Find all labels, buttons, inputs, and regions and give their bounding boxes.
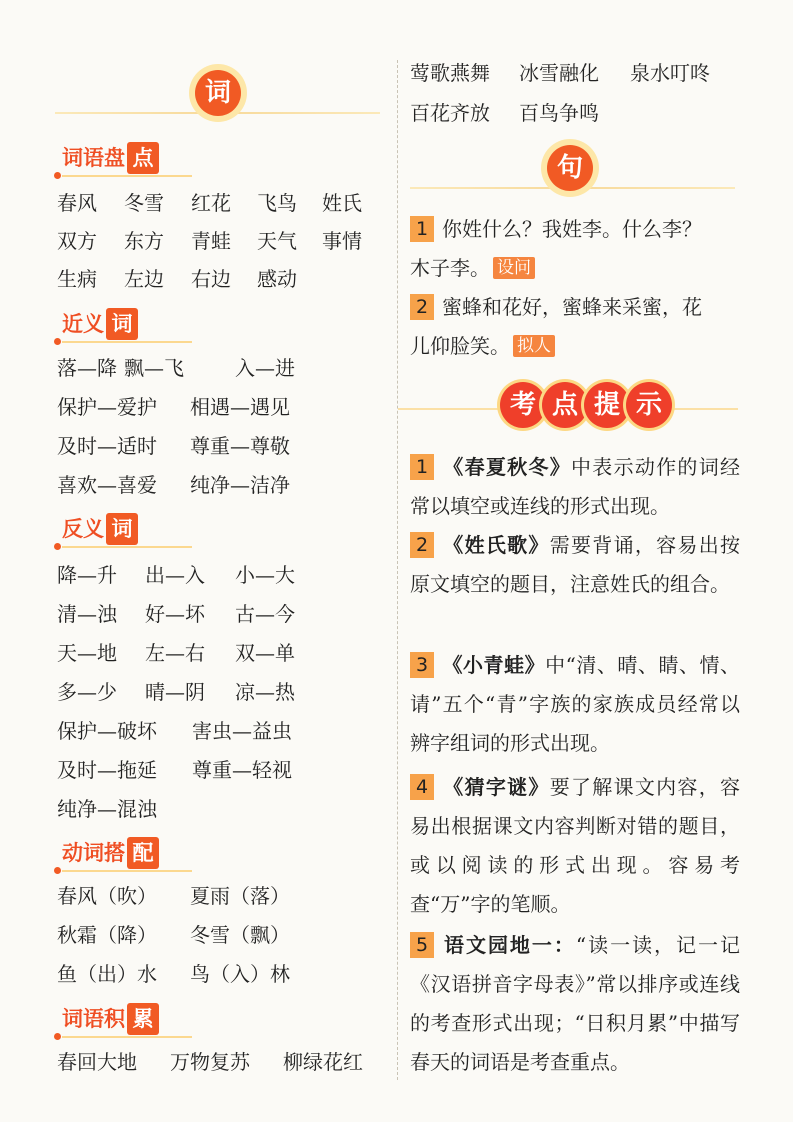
word-item: 泉水叮咚 — [630, 61, 710, 85]
word-item: 落—降 — [57, 356, 117, 380]
word-item: 入—进 — [235, 356, 295, 380]
word-item: 晴—阴 — [145, 680, 205, 704]
word-item: 事情 — [322, 229, 362, 253]
word-item: 出—入 — [145, 563, 205, 587]
word-item: 红花 — [191, 191, 231, 215]
ciyu-pandian-heading: 词语盘 点 — [62, 142, 159, 174]
word-item: 柳绿花红 — [283, 1050, 363, 1074]
word-item: 及时—适时 — [57, 434, 157, 458]
word-item: 感动 — [257, 267, 297, 291]
tip-1: 1 《春夏秋冬》中表示动作的词经常以填空或连线的形式出现。 — [410, 455, 740, 518]
word-item: 飞鸟 — [257, 191, 297, 215]
ci-heading-badge: 词 — [195, 70, 241, 116]
sentence-line2: 木子李。 — [410, 256, 490, 280]
tip-2: 2 《姓氏歌》需要背诵，容易出按原文填空的题目，注意姓氏的组合。 — [410, 533, 741, 596]
word-item: 凉—热 — [235, 680, 295, 704]
sentence-number: 1 — [410, 216, 434, 242]
word-item: 及时—拖延 — [57, 758, 157, 782]
jinyi-heading: 近义 词 — [62, 308, 138, 340]
word-item: 降—升 — [57, 563, 117, 587]
ju-heading-badge: 句 — [547, 145, 593, 191]
tip-3: 3 《小青蛙》中“清、晴、睛、情、请”五个“青”字族的家族成员经常以辨字组词的形式出现。 — [410, 653, 740, 755]
word-item: 清—浊 — [57, 602, 117, 626]
word-item: 春风 — [57, 191, 97, 215]
word-item: 纯净—洁净 — [190, 473, 290, 497]
word-item: 鸟（入）林 — [190, 962, 290, 986]
word-item: 冬雪（飘） — [190, 923, 290, 947]
word-item: 天气 — [257, 229, 297, 253]
word-item: 生病 — [57, 267, 97, 291]
word-item: 古—今 — [235, 602, 295, 626]
word-item: 东方 — [124, 229, 164, 253]
word-item: 夏雨（落） — [190, 884, 290, 908]
word-item: 飘—飞 — [124, 356, 184, 380]
word-item: 冰雪融化 — [519, 61, 599, 85]
word-item: 冬雪 — [124, 191, 164, 215]
jilei-heading: 词语积 累 — [62, 1003, 159, 1035]
word-item: 双方 — [57, 229, 97, 253]
word-item: 百鸟争鸣 — [519, 101, 599, 125]
word-item: 多—少 — [57, 680, 117, 704]
sentence-tag: 拟人 — [513, 335, 555, 357]
tip-4: 4 《猜字谜》要了解课文内容，容易出根据课文内容判断对错的题目，或以阅读的形式出现。容易考查“万”字的笔顺。 — [410, 775, 741, 916]
word-item: 害虫—益虫 — [192, 719, 292, 743]
word-item: 好—坏 — [145, 602, 205, 626]
word-item: 春风（吹） — [57, 884, 157, 908]
word-item: 纯净—混浊 — [57, 797, 157, 821]
word-item: 尊重—轻视 — [192, 758, 292, 782]
sentence-1 — [410, 210, 740, 288]
sentence-tag: 设问 — [493, 257, 535, 279]
ci-heading — [55, 70, 380, 130]
word-item: 姓氏 — [322, 191, 362, 215]
word-item: 尊重—尊敬 — [190, 434, 290, 458]
word-item: 天—地 — [57, 641, 117, 665]
sentence-line1: 你姓什么？我姓李。什么李？ — [442, 217, 702, 241]
ju-heading — [410, 145, 735, 205]
tip-5: 5 语文园地一：“读一读，记一记《汉语拼音字母表》”常以排序或连线的考查形式出现；“日积月累”中描写春天的词语是考查重点。 — [410, 933, 740, 1074]
dongci-heading: 动词搭 配 — [62, 837, 159, 869]
word-item: 喜欢—喜爱 — [57, 473, 157, 497]
word-item: 小—大 — [235, 563, 295, 587]
sentence-number: 2 — [410, 294, 434, 320]
fanyi-heading: 反义 词 — [62, 513, 138, 545]
word-item: 左—右 — [145, 641, 205, 665]
word-item: 保护—破坏 — [57, 719, 157, 743]
column-divider — [397, 60, 398, 1080]
word-item: 百花齐放 — [410, 101, 490, 125]
word-item: 左边 — [124, 267, 164, 291]
sentence-line1: 蜜蜂和花好，蜜蜂来采蜜，花 — [442, 295, 702, 319]
word-item: 秋霜（降） — [57, 923, 157, 947]
sentence-2 — [410, 288, 740, 366]
kaodian-heading: 考 点 提 示 — [500, 382, 668, 432]
word-item: 青蛙 — [191, 229, 231, 253]
word-item: 双—单 — [235, 641, 295, 665]
word-item: 鱼（出）水 — [57, 962, 157, 986]
word-item: 春回大地 — [57, 1050, 137, 1074]
word-item: 莺歌燕舞 — [410, 61, 490, 85]
word-item: 右边 — [191, 267, 231, 291]
word-item: 保护—爱护 — [57, 395, 157, 419]
word-item: 万物复苏 — [170, 1050, 250, 1074]
word-item: 相遇—遇见 — [190, 395, 290, 419]
sentence-line2: 儿仰脸笑。 — [410, 334, 510, 358]
